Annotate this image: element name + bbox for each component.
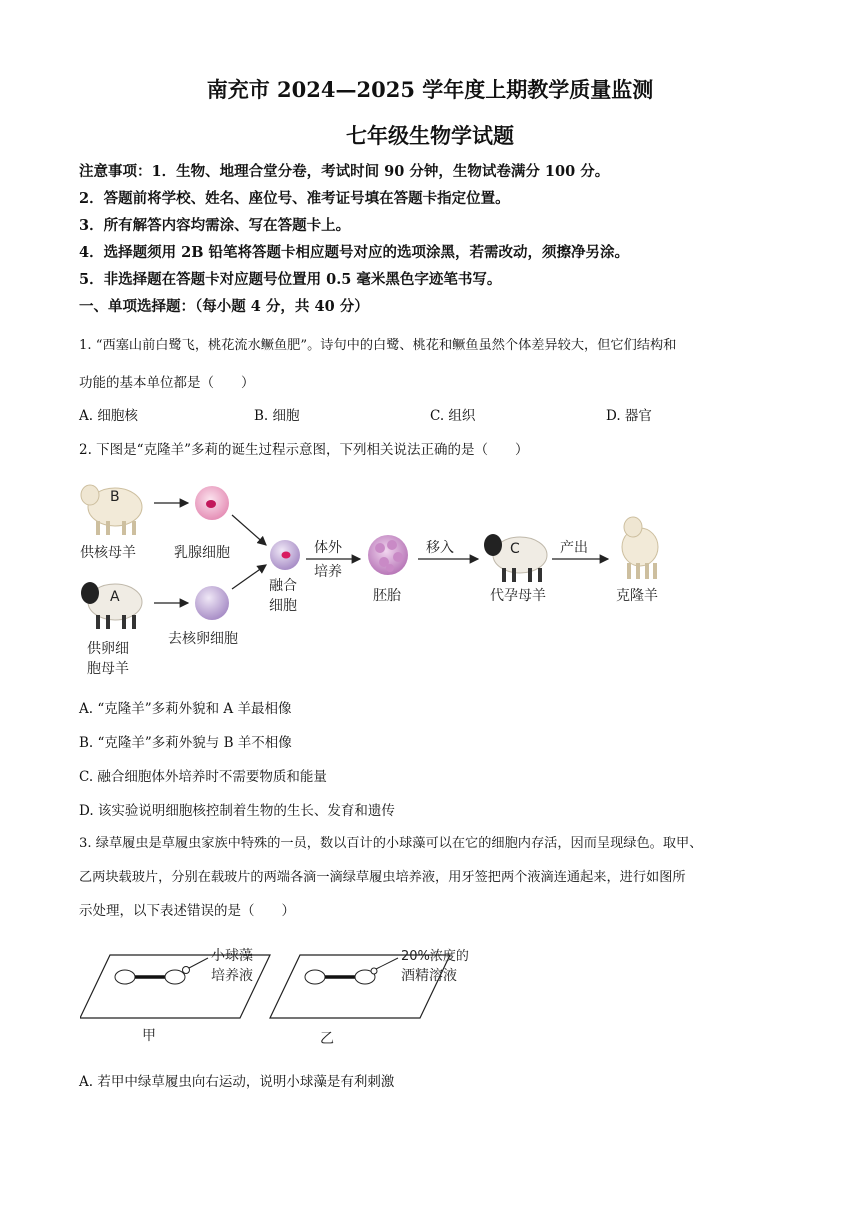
label-fused-cell-2: 细胞 (269, 598, 297, 614)
embryo-icon (368, 535, 408, 575)
sheep-b-letter: B (110, 489, 120, 505)
cloning-diagram (70, 465, 690, 685)
label-egg-donor-1: 供卵细 (87, 641, 129, 657)
q1-stem-cont: 功能的基本单位都是（ ） (79, 375, 255, 391)
sheep-a-letter: A (110, 589, 120, 605)
label-egg-donor-2: 胞母羊 (87, 661, 129, 677)
q2-option-d: D. 该实验说明细胞核控制着生物的生长、发育和遗传 (79, 803, 395, 819)
exam-subtitle: 七年级生物学试题 (346, 123, 514, 148)
label-slide-jia: 甲 (142, 1028, 156, 1044)
clone-sheep-icon (622, 517, 658, 579)
label-surrogate: 代孕母羊 (490, 588, 546, 604)
q3-stem: 3. 绿草履虫是草履虫家族中特殊的一员，数以百计的小球藻可以在它的细胞内存活，因而呈现绿色。取甲、 (79, 836, 703, 851)
q2-stem: 2. 下图是“克隆羊”多莉的诞生过程示意图，下列相关说法正确的是（ ） (79, 442, 529, 458)
label-in-vitro-2: 培养 (314, 564, 342, 580)
label-alcohol-2: 酒精溶液 (401, 968, 457, 984)
q1-stem: 1. “西塞山前白鹭飞，桃花流水鳜鱼肥”。诗句中的白鹭、桃花和鳜鱼虽然个体差异较大，但它们结构和 (79, 338, 677, 353)
label-alcohol-1: 20%浓度的 (401, 949, 469, 964)
note-line: 注意事项：1．生物、地理合堂分卷，考试时间 90 分钟，生物试卷满分 100 分。 (79, 163, 610, 180)
section-heading: 一、单项选择题：（每小题 4 分，共 40 分） (79, 298, 369, 315)
slide-diagram (80, 940, 500, 1052)
exam-title: 南充市 2024—2025 学年度上期教学质量监测 (206, 77, 654, 102)
q3-option-a: A. 若甲中绿草履虫向右运动，说明小球藻是有利刺激 (79, 1074, 395, 1090)
q2-option-b: B. “克隆羊”多莉外貌与 B 羊不相像 (79, 735, 292, 751)
q1-option-b: B. 细胞 (254, 408, 300, 424)
label-embryo: 胚胎 (373, 588, 401, 604)
label-clone-sheep: 克隆羊 (616, 588, 658, 604)
label-slide-yi: 乙 (320, 1031, 334, 1047)
label-nucleus-donor: 供核母羊 (80, 545, 136, 561)
q1-option-a: A. 细胞核 (79, 408, 138, 424)
q3-stem-cont2: 示处理，以下表述错误的是（ ） (79, 903, 295, 919)
q1-option-c: C. 组织 (430, 408, 476, 424)
label-enucleated-egg: 去核卵细胞 (168, 631, 238, 647)
label-in-vitro-1: 体外 (314, 540, 342, 556)
mammary-cell-icon (195, 486, 229, 520)
label-fused-cell-1: 融合 (269, 578, 297, 594)
note-line: 5．非选择题在答题卡对应题号位置用 0.5 毫米黑色字迹笔书写。 (79, 271, 502, 288)
enucleated-egg-icon (195, 586, 229, 620)
q2-option-c: C. 融合细胞体外培养时不需要物质和能量 (79, 769, 327, 785)
label-mammary-cell: 乳腺细胞 (174, 545, 230, 561)
fused-cell-icon (270, 540, 300, 570)
q1-option-d: D. 器官 (606, 408, 652, 424)
label-birth: 产出 (560, 540, 588, 556)
note-line: 2．答题前将学校、姓名、座位号、准考证号填在答题卡指定位置。 (79, 190, 510, 207)
label-algae-2: 培养液 (211, 968, 253, 984)
label-transfer: 移入 (426, 540, 454, 556)
q2-option-a: A. “克隆羊”多莉外貌和 A 羊最相像 (79, 701, 292, 717)
note-line: 3．所有解答内容均需涂、写在答题卡上。 (79, 217, 351, 234)
sheep-c-letter: C (510, 541, 520, 557)
q3-stem-cont: 乙两块载玻片，分别在载玻片的两端各滴一滴绿草履虫培养液，用牙签把两个液滴连通起来，进行如图所 (79, 870, 686, 885)
label-algae-1: 小球藻 (211, 948, 253, 964)
note-line: 4．选择题须用 2B 铅笔将答题卡相应题号对应的选项涂黑，若需改动，须擦净另涂。 (79, 244, 630, 261)
